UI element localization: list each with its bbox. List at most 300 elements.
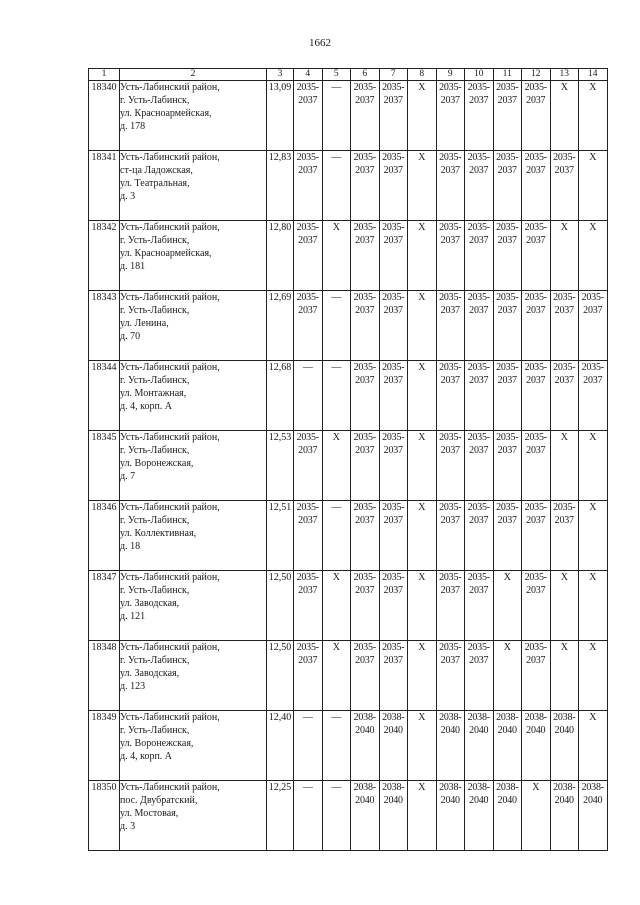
table-row	[89, 571, 608, 641]
period-value: X	[332, 642, 340, 653]
period-value: X	[418, 82, 426, 93]
period-cell	[408, 361, 437, 431]
address-cell	[120, 781, 267, 851]
period-value: 2037	[526, 585, 546, 596]
period-value: 2037	[526, 655, 546, 666]
period-value: 2037	[469, 95, 489, 106]
period-value: 2035-	[496, 222, 519, 233]
address-line: д. 3	[120, 191, 136, 202]
period-value: 2035-	[524, 82, 547, 93]
period-cell	[579, 151, 608, 221]
period-cell	[322, 151, 351, 221]
period-value: 2037	[383, 655, 403, 666]
address-line: ул. Ленина,	[120, 318, 169, 329]
period-value: 2035-	[496, 82, 519, 93]
period-cell	[579, 291, 608, 361]
period-cell	[351, 501, 380, 571]
period-cell	[351, 571, 380, 641]
period-value: 2035-	[524, 152, 547, 163]
period-value: 2035-	[382, 82, 405, 93]
period-value: 2038-	[353, 712, 376, 723]
address-line: ул. Заводская,	[120, 668, 180, 679]
period-cell	[408, 291, 437, 361]
row-number: 18341	[89, 151, 120, 221]
period-cell	[379, 501, 408, 571]
address-line: г. Усть-Лабинск,	[120, 515, 190, 526]
period-value: 2037	[298, 515, 318, 526]
period-value: 2037	[497, 305, 517, 316]
address-cell	[120, 221, 267, 291]
period-cell	[294, 81, 323, 151]
period-value: X	[332, 432, 340, 443]
period-cell	[351, 221, 380, 291]
address-cell	[120, 291, 267, 361]
period-cell	[493, 781, 522, 851]
address-line: ст-ца Ладожская,	[120, 165, 193, 176]
period-cell	[294, 361, 323, 431]
period-value: 2035-	[467, 362, 490, 373]
period-value: X	[560, 432, 568, 443]
period-cell	[294, 221, 323, 291]
address-cell	[120, 151, 267, 221]
address-line: Усть-Лабинский район,	[120, 572, 220, 583]
address-line: д. 181	[120, 261, 146, 272]
row-number: 18345	[89, 431, 120, 501]
table-row	[89, 81, 608, 151]
period-cell	[408, 501, 437, 571]
period-value: 2037	[526, 305, 546, 316]
period-cell	[550, 361, 579, 431]
address-line: д. 123	[120, 681, 146, 692]
column-header: 5	[322, 69, 351, 81]
period-value: 2035-	[524, 432, 547, 443]
period-cell	[408, 711, 437, 781]
period-cell	[322, 501, 351, 571]
address-line: Усть-Лабинский район,	[120, 502, 220, 513]
period-value: X	[589, 712, 597, 723]
period-cell	[322, 571, 351, 641]
area-cell: 12,40	[267, 711, 294, 781]
period-value: 2037	[298, 235, 318, 246]
period-value: 2037	[497, 95, 517, 106]
period-value: 2037	[526, 165, 546, 176]
column-header: 6	[351, 69, 380, 81]
period-value: 2037	[583, 305, 603, 316]
period-value: 2035-	[496, 152, 519, 163]
period-cell	[351, 151, 380, 221]
area-cell: 12,25	[267, 781, 294, 851]
period-value: 2035-	[553, 152, 576, 163]
registry-table	[88, 68, 608, 851]
period-cell	[550, 571, 579, 641]
period-value: —	[331, 82, 342, 93]
address-line: г. Усть-Лабинск,	[120, 585, 190, 596]
period-cell	[465, 781, 494, 851]
period-value: 2037	[440, 305, 460, 316]
period-value: 2037	[440, 445, 460, 456]
period-value: 2037	[554, 515, 574, 526]
address-line: ул. Воронежская,	[120, 458, 194, 469]
period-value: X	[418, 152, 426, 163]
period-value: 2040	[469, 725, 489, 736]
period-value: 2037	[355, 375, 375, 386]
period-cell	[493, 431, 522, 501]
table-row	[89, 151, 608, 221]
period-value: 2035-	[353, 432, 376, 443]
period-cell	[408, 221, 437, 291]
period-cell	[379, 711, 408, 781]
period-value: 2037	[298, 445, 318, 456]
period-value: 2037	[497, 445, 517, 456]
period-value: 2035-	[439, 432, 462, 443]
address-line: г. Усть-Лабинск,	[120, 375, 190, 386]
period-cell	[550, 711, 579, 781]
address-line: д. 121	[120, 611, 146, 622]
period-value: 2040	[355, 725, 375, 736]
period-value: 2035-	[524, 502, 547, 513]
period-value: 2035-	[439, 362, 462, 373]
period-cell	[436, 711, 465, 781]
period-cell	[465, 501, 494, 571]
period-value: 2038-	[524, 712, 547, 723]
period-value: X	[418, 782, 426, 793]
period-cell	[579, 361, 608, 431]
period-cell	[579, 781, 608, 851]
period-value: 2037	[526, 95, 546, 106]
period-value: 2035-	[382, 432, 405, 443]
period-value: 2038-	[553, 712, 576, 723]
period-value: 2037	[497, 375, 517, 386]
table-row	[89, 641, 608, 711]
period-cell	[436, 571, 465, 641]
period-value: 2037	[383, 515, 403, 526]
period-value: 2035-	[439, 292, 462, 303]
period-cell	[322, 711, 351, 781]
table-row	[89, 781, 608, 851]
address-line: д. 3	[120, 821, 136, 832]
address-cell	[120, 431, 267, 501]
period-cell	[579, 501, 608, 571]
period-value: 2035-	[496, 292, 519, 303]
period-value: 2035-	[553, 362, 576, 373]
address-line: д. 4, корп. А	[120, 401, 173, 412]
period-value: 2035-	[353, 642, 376, 653]
area-cell: 12,53	[267, 431, 294, 501]
period-value: 2035-	[467, 222, 490, 233]
period-cell	[294, 291, 323, 361]
period-value: 2037	[469, 655, 489, 666]
period-cell	[294, 151, 323, 221]
table-row	[89, 501, 608, 571]
period-cell	[493, 571, 522, 641]
address-line: Усть-Лабинский район,	[120, 152, 220, 163]
period-value: 2040	[383, 725, 403, 736]
period-cell	[550, 81, 579, 151]
period-cell	[379, 781, 408, 851]
period-value: —	[331, 502, 342, 513]
period-value: X	[589, 572, 597, 583]
period-cell	[322, 361, 351, 431]
period-value: 2037	[554, 375, 574, 386]
column-header: 4	[294, 69, 323, 81]
period-value: 2038-	[382, 712, 405, 723]
period-value: 2038-	[382, 782, 405, 793]
period-cell	[379, 571, 408, 641]
period-cell	[550, 501, 579, 571]
period-value: 2035-	[382, 642, 405, 653]
period-cell	[465, 291, 494, 361]
period-cell	[522, 781, 551, 851]
period-value: 2035-	[439, 572, 462, 583]
period-value: 2038-	[467, 712, 490, 723]
period-value: X	[560, 222, 568, 233]
period-value: X	[589, 642, 597, 653]
period-value: X	[418, 502, 426, 513]
address-line: д. 18	[120, 541, 141, 552]
period-value: 2035-	[467, 82, 490, 93]
address-line: Усть-Лабинский район,	[120, 362, 220, 373]
period-cell	[294, 431, 323, 501]
period-cell	[379, 361, 408, 431]
period-value: 2035-	[382, 152, 405, 163]
period-value: 2037	[355, 515, 375, 526]
period-cell	[550, 151, 579, 221]
period-value: X	[418, 362, 426, 373]
period-value: 2037	[469, 235, 489, 246]
period-value: —	[331, 292, 342, 303]
period-cell	[493, 291, 522, 361]
period-value: 2035-	[353, 152, 376, 163]
period-value: 2037	[526, 515, 546, 526]
period-value: 2040	[554, 725, 574, 736]
address-line: д. 4, корп. А	[120, 751, 173, 762]
period-value: 2037	[440, 165, 460, 176]
period-cell	[436, 151, 465, 221]
column-header: 13	[550, 69, 579, 81]
period-cell	[522, 221, 551, 291]
period-value: 2040	[497, 795, 517, 806]
table-row	[89, 291, 608, 361]
period-cell	[522, 431, 551, 501]
period-cell	[522, 361, 551, 431]
period-value: 2035-	[553, 292, 576, 303]
period-value: 2035-	[353, 572, 376, 583]
column-header: 10	[465, 69, 494, 81]
period-value: 2035-	[524, 362, 547, 373]
period-cell	[379, 291, 408, 361]
column-header: 12	[522, 69, 551, 81]
column-header: 3	[267, 69, 294, 81]
period-cell	[465, 431, 494, 501]
period-value: —	[331, 712, 342, 723]
period-value: 2035-	[581, 292, 604, 303]
period-value: X	[332, 222, 340, 233]
period-cell	[351, 81, 380, 151]
period-cell	[522, 151, 551, 221]
period-cell	[550, 291, 579, 361]
period-cell	[493, 81, 522, 151]
period-value: 2040	[383, 795, 403, 806]
period-value: 2037	[383, 585, 403, 596]
address-line: ул. Заводская,	[120, 598, 180, 609]
period-value: 2038-	[496, 712, 519, 723]
address-line: г. Усть-Лабинск,	[120, 445, 190, 456]
period-value: —	[331, 782, 342, 793]
period-value: 2035-	[296, 502, 319, 513]
period-cell	[436, 641, 465, 711]
period-value: —	[302, 712, 313, 723]
period-value: 2037	[440, 585, 460, 596]
period-value: 2037	[469, 305, 489, 316]
period-cell	[522, 711, 551, 781]
row-number: 18349	[89, 711, 120, 781]
period-value: 2037	[526, 235, 546, 246]
period-cell	[493, 151, 522, 221]
period-value: 2035-	[553, 502, 576, 513]
period-value: 2035-	[382, 572, 405, 583]
period-value: 2037	[469, 445, 489, 456]
period-cell	[465, 711, 494, 781]
row-number: 18348	[89, 641, 120, 711]
area-cell: 13,09	[267, 81, 294, 151]
period-cell	[465, 221, 494, 291]
period-value: 2035-	[496, 432, 519, 443]
address-line: ул. Театральная,	[120, 178, 190, 189]
period-cell	[550, 221, 579, 291]
address-cell	[120, 711, 267, 781]
address-line: ул. Воронежская,	[120, 738, 194, 749]
address-cell	[120, 501, 267, 571]
period-value: 2035-	[467, 642, 490, 653]
row-number: 18346	[89, 501, 120, 571]
period-value: X	[418, 222, 426, 233]
period-cell	[408, 641, 437, 711]
period-value: X	[560, 642, 568, 653]
period-value: X	[503, 642, 511, 653]
period-cell	[493, 711, 522, 781]
period-value: 2035-	[467, 292, 490, 303]
period-cell	[351, 431, 380, 501]
period-cell	[579, 81, 608, 151]
period-value: —	[302, 362, 313, 373]
period-value: 2035-	[353, 502, 376, 513]
address-line: г. Усть-Лабинск,	[120, 305, 190, 316]
address-line: д. 178	[120, 121, 146, 132]
period-value: 2037	[298, 95, 318, 106]
column-header: 9	[436, 69, 465, 81]
period-value: 2037	[497, 515, 517, 526]
period-value: 2035-	[296, 152, 319, 163]
period-value: X	[332, 572, 340, 583]
row-number: 18344	[89, 361, 120, 431]
address-line: Усть-Лабинский район,	[120, 292, 220, 303]
period-value: 2037	[298, 655, 318, 666]
address-line: д. 7	[120, 471, 136, 482]
period-value: 2035-	[467, 502, 490, 513]
period-value: 2035-	[296, 432, 319, 443]
period-cell	[465, 81, 494, 151]
period-value: 2038-	[439, 712, 462, 723]
period-value: 2040	[497, 725, 517, 736]
period-value: X	[589, 222, 597, 233]
period-cell	[379, 81, 408, 151]
period-cell	[550, 781, 579, 851]
period-value: X	[418, 642, 426, 653]
period-cell	[322, 431, 351, 501]
area-cell: 12,83	[267, 151, 294, 221]
period-value: 2037	[497, 235, 517, 246]
period-value: 2037	[355, 95, 375, 106]
period-value: 2035-	[353, 82, 376, 93]
period-cell	[550, 431, 579, 501]
period-cell	[579, 431, 608, 501]
period-value: 2038-	[439, 782, 462, 793]
period-value: 2037	[554, 305, 574, 316]
period-cell	[351, 781, 380, 851]
period-value: X	[532, 782, 540, 793]
period-value: 2035-	[467, 152, 490, 163]
period-cell	[408, 81, 437, 151]
address-line: ул. Монтажная,	[120, 388, 187, 399]
period-value: 2037	[383, 95, 403, 106]
address-line: ул. Красноармейская,	[120, 108, 212, 119]
period-value: X	[589, 432, 597, 443]
period-cell	[322, 291, 351, 361]
period-value: 2037	[497, 165, 517, 176]
period-value: 2038-	[353, 782, 376, 793]
period-value: 2037	[469, 515, 489, 526]
period-value: 2035-	[382, 292, 405, 303]
address-line: г. Усть-Лабинск,	[120, 235, 190, 246]
address-line: д. 70	[120, 331, 141, 342]
period-cell	[379, 151, 408, 221]
period-cell	[322, 781, 351, 851]
period-value: 2038-	[553, 782, 576, 793]
period-cell	[465, 641, 494, 711]
period-cell	[493, 641, 522, 711]
address-line: Усть-Лабинский район,	[120, 82, 220, 93]
period-value: 2040	[526, 725, 546, 736]
period-value: 2037	[554, 165, 574, 176]
period-value: 2037	[383, 445, 403, 456]
area-cell: 12,50	[267, 571, 294, 641]
period-value: X	[418, 432, 426, 443]
period-value: X	[589, 82, 597, 93]
period-value: 2035-	[296, 222, 319, 233]
table-body	[89, 81, 608, 851]
period-value: 2037	[355, 235, 375, 246]
address-line: Усть-Лабинский район,	[120, 782, 220, 793]
address-line: Усть-Лабинский район,	[120, 222, 220, 233]
row-number: 18343	[89, 291, 120, 361]
address-line: Усть-Лабинский район,	[120, 432, 220, 443]
period-value: 2037	[298, 165, 318, 176]
period-value: 2037	[526, 375, 546, 386]
address-line: г. Усть-Лабинск,	[120, 655, 190, 666]
area-cell: 12,51	[267, 501, 294, 571]
period-cell	[322, 221, 351, 291]
period-value: 2037	[355, 445, 375, 456]
period-value: 2035-	[524, 572, 547, 583]
period-value: 2035-	[296, 642, 319, 653]
period-value: 2037	[526, 445, 546, 456]
period-cell	[436, 781, 465, 851]
period-value: 2038-	[581, 782, 604, 793]
period-value: 2035-	[439, 642, 462, 653]
period-cell	[465, 571, 494, 641]
period-value: 2035-	[524, 642, 547, 653]
period-value: X	[418, 292, 426, 303]
